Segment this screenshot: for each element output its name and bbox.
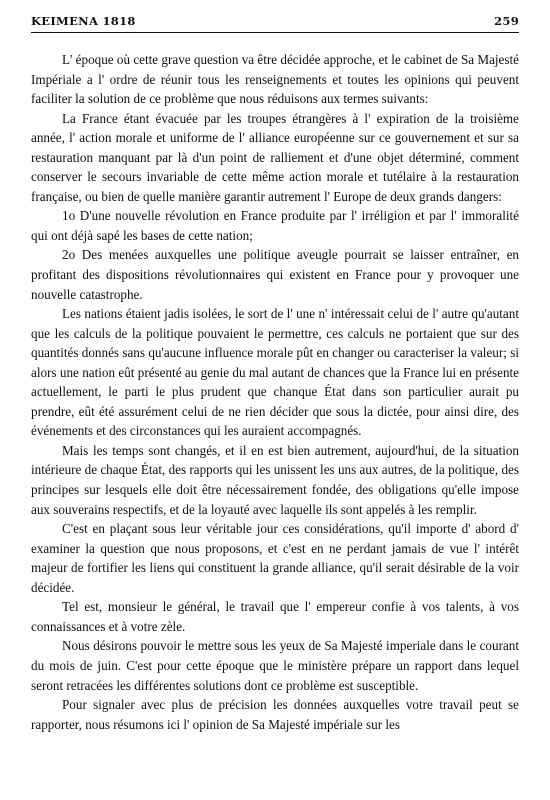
paragraph: Tel est, monsieur le général, le travail que l' empereur confie à vos talents, à vos connaissances et à votre zèle.	[31, 599, 519, 634]
paragraph: Mais les temps sont changés, et il en est bien autrement, aujourd'hui, de la situation intérieure de chaque État, des rapports qui les unissent les uns aux autres, de la politique, des principes sur lesquels elle doit être nécessairement fondée, des obligations qu'elle impose aux souverains respectifs, et de la loyauté avec laquelle ils sont appelés à les remplir.	[31, 442, 519, 517]
running-header	[31, 14, 519, 30]
paragraph: C'est en plaçant sous leur véritable jour ces considérations, qu'il importe d' abord d' examiner la question que nous proposons, et c'est en ne perdant jamais de vue l' intérêt majeur de fortifier les liens qui constituent la grande alliance, qu'il serait désirable de la voir décidée.	[31, 521, 519, 595]
page-body	[31, 50, 519, 734]
paragraph: La France étant évacuée par les troupes étrangères à l' expiration de la troisième année, l' action morale et uniforme de l' alliance européenne sur ce gouvernement et sur sa restauration manquant par là d'un point de ralliement et d'une objet déterminé, comment conserver le secours invariable de cette même action morale et tutélaire à la restauration française, ou bien de quelle manière garantir autrement l' Europe de deux grands dangers:	[31, 110, 519, 204]
header-rule	[31, 32, 519, 33]
paragraph: Pour signaler avec plus de précision les données auxquelles votre travail peut se rapporter, nous résumons ici l' opinion de Sa Majesté impériale sur les	[31, 697, 519, 732]
paragraph: 1o D'une nouvelle révolution en France produite par l' irréligion et par l' immoralité qui ont déjà sapé les bases de cette nation;	[31, 208, 519, 243]
paragraph: L' époque où cette grave question va être décidée approche, et le cabinet de Sa Majesté Impériale a l' ordre de réunir tous les renseignements et toutes les opinions qui peuvent faciliter la solution de ce problème que nous réduisons aux termes suivants:	[31, 52, 519, 107]
page-number: 259	[494, 14, 519, 28]
paragraph: Les nations étaient jadis isolées, le sort de l' une n' intéressait celui de l' autre qu'autant que les calculs de la politique pouvaient le permettre, ces calculs ne portaient que sur des quantités donnés sans qu'aucune influence morale pût en changer ou caracteriser la valeur; si alors une nation eût présenté au genie du mal autant de chances que la France lui en présente actuellement, le parti le plus prudent que chanque État dans son particulier aurait pu prendre, eût été assurément celui de ne rien décider que sous la dictée, pour ainsi dire, des événements et des circonstances qui les auraient accompagnés.	[31, 306, 519, 439]
paragraph: Nous désirons pouvoir le mettre sous les yeux de Sa Majesté imperiale dans le courant du mois de juin. C'est pour cette époque que le ministère prépare un rapport dans lequel seront retracées les différentes solutions dont ce problème est susceptible.	[31, 638, 519, 693]
running-title: KEIMENA 1818	[31, 14, 136, 28]
paragraph: 2o Des menées auxquelles une politique aveugle pourrait se laisser entraîner, en profitant des dispositions révolutionnaires qui existent en France pour y provoquer une nouvelle catastrophe.	[31, 247, 519, 302]
